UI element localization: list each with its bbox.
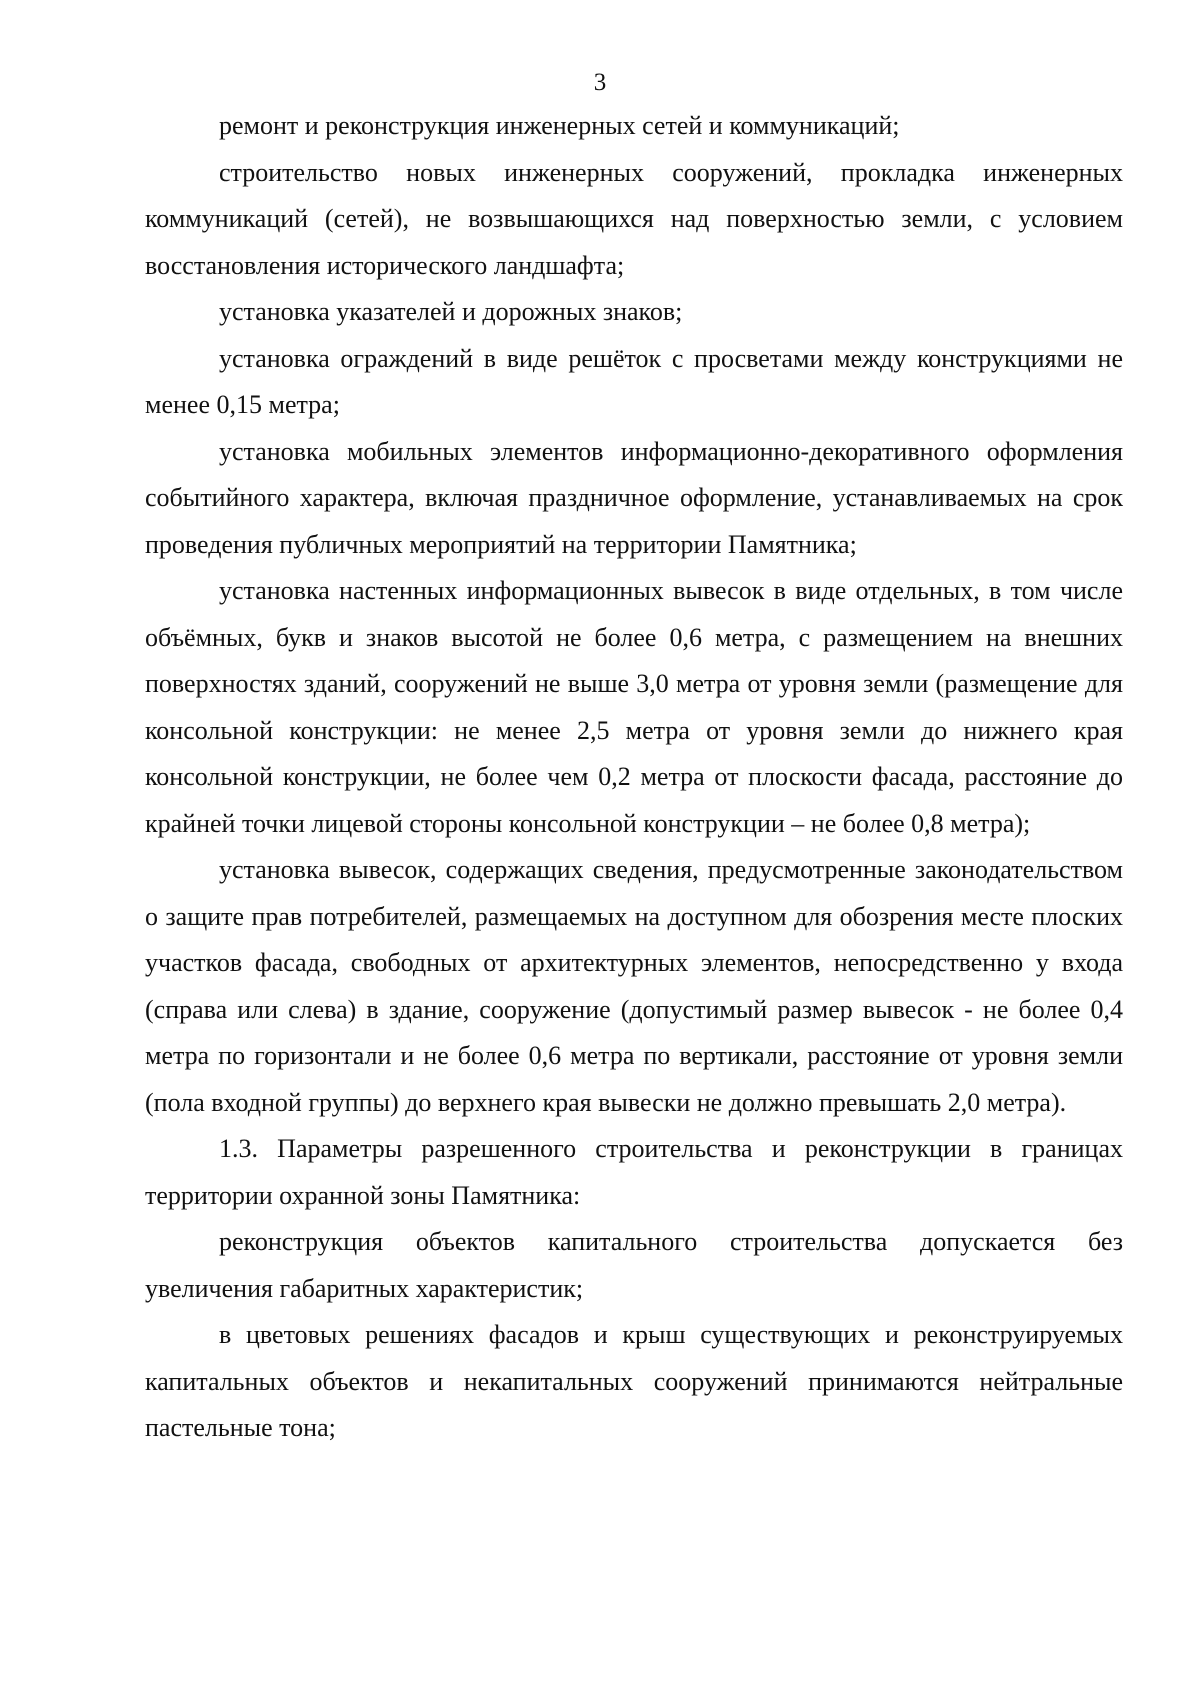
paragraph-new-engineering-structures: строительство новых инженерных сооружений, прокладка инженерных коммуникаций (сетей), не возвышающихся над поверхностью земли, с условием восстановления исторического ландшафта; [145,157,1123,280]
document-body [145,103,1123,1452]
paragraph-road-signs: установка указателей и дорожных знаков; [219,297,683,326]
paragraph-wall-signboards: установка настенных информационных вывесок в виде отдельных, в том числе объёмных, букв и знаков высотой не более 0,6 метра, с размещением на внешних поверхностях зданий, сооружений не выше 3,0 метра от уровня земли (размещение для консольной конструкции: не менее 2,5 метра от уровня земли до нижнего края консольной конструкции, не более чем 0,2 метра от плоскости фасада, расстояние до крайней точки лицевой стороны консольной конструкции – не более 0,8 метра); [145,576,1123,838]
paragraph-repair-networks: ремонт и реконструкция инженерных сетей и коммуникаций; [219,111,900,140]
paragraph-consumer-signboards: установка вывесок, содержащих сведения, предусмотренные законодательством о защите прав потребителей, размещаемых на доступном для обозрения месте плоских участков фасада, свободных от архитектурных элементов, непосредственно у входа (справа или слева) в здание, сооружение (допустимый размер вывесок - не более 0,4 метра по горизонтали и не более 0,6 метра по вертикали, расстояние от уровня земли (пола входной группы) до верхнего края вывески не должно превышать 2,0 метра). [145,855,1123,1117]
page-number: 3 [593,69,607,96]
paragraph-mobile-decorations: установка мобильных элементов информационно-декоративного оформления событийного характера, включая праздничное оформление, устанавливаемых на срок проведения публичных мероприятий на территории Памятника; [145,436,1123,559]
paragraph-fences: установка ограждений в виде решёток с просветами между конструкциями не менее 0,15 метра; [145,343,1123,419]
paragraph-section-1-3: 1.3. Параметры разрешенного строительства и реконструкции в границах территории охранной зоны Памятника: [145,1134,1123,1210]
paragraph-reconstruction: реконструкция объектов капитального строительства допускается без увеличения габаритных характеристик; [145,1227,1123,1303]
paragraph-color-solutions: в цветовых решениях фасадов и крыш существующих и реконструируемых капитальных объектов и некапитальных сооружений принимаются нейтральные пастельные тона; [145,1320,1123,1442]
